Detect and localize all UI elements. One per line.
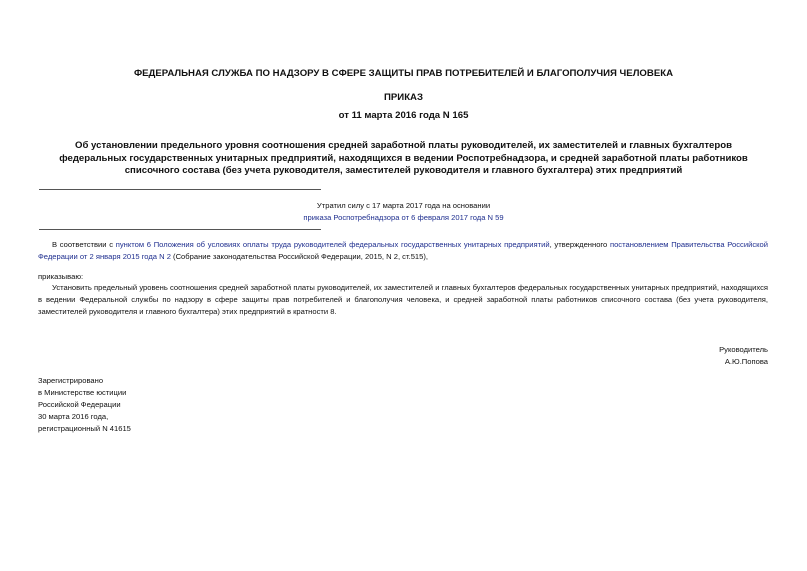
regulation-clause-link[interactable]: пунктом 6 Положения об условиях оплаты труда руководителей федеральных государственных унитарных предприятий	[115, 240, 550, 249]
registration-line: Российской Федерации	[38, 400, 121, 409]
document-date: от 11 марта 2016 года N 165	[338, 110, 469, 121]
organization-title: ФЕДЕРАЛЬНАЯ СЛУЖБА ПО НАДЗОРУ В СФЕРЕ ЗАЩИТЫ ПРАВ ПОТРЕБИТЕЛЕЙ И БЛАГОПОЛУЧИЯ ЧЕЛОВЕКА	[133, 68, 674, 79]
repeal-order-link[interactable]: приказа Роспотребнадзора от 6 февраля 2017 года N 59	[303, 213, 504, 222]
registration-line: 30 марта 2016 года,	[38, 412, 109, 421]
divider-bottom	[39, 229, 321, 230]
signatory-position: Руководитель	[719, 345, 768, 354]
preamble-tail: (Собрание законодательства Российской Федерации, 2015, N 2, ст.515),	[170, 252, 429, 261]
status-note: Утратил силу с 17 марта 2017 года на основании	[316, 201, 491, 210]
document-heading: Об установлении предельного уровня соотношения средней заработной платы руководителей, их заместителей и главных бухгалтеров федеральных государственных унитарных предприятий, находящихся в ведении Роспотребнадзора, и средней заработной платы работников списочного состава (без учета руководителя, заместителей руководителя и главного бухгалтера) этих предприятий	[59, 140, 748, 176]
government-decree-link[interactable]: постановлением Правительства Российской Федерации от 2 января 2015 года N 2	[38, 240, 769, 261]
divider-top	[39, 189, 321, 190]
registration-line: в Министерстве юстиции	[38, 388, 127, 397]
preamble-paragraph	[38, 239, 768, 263]
signatory-name: А.Ю.Попова	[724, 357, 768, 366]
registration-line: Зарегистрировано	[38, 376, 104, 385]
status-note-line	[0, 213, 807, 222]
order-paragraph: Установить предельный уровень соотношения средней заработной платы руководителей, их заместителей и главных бухгалтеров федеральных государственных унитарных предприятий, находящихся в ведении Федеральной службы по надзору в сфере защиты прав потребителей и благополучия человека, и средней заработной платы работников списочного состава (без учета руководителя, заместителей руководителя и главного бухгалтера) этих предприятий в кратности 8.	[38, 283, 768, 316]
decree-word: приказываю:	[38, 272, 84, 281]
registration-block	[38, 375, 131, 435]
preamble-mid: , утвержденного	[549, 240, 610, 249]
signature-block	[719, 344, 768, 368]
preamble-lead: В соответствии с	[52, 240, 116, 249]
document-type: ПРИКАЗ	[384, 92, 423, 103]
registration-line: регистрационный N 41615	[38, 424, 131, 433]
